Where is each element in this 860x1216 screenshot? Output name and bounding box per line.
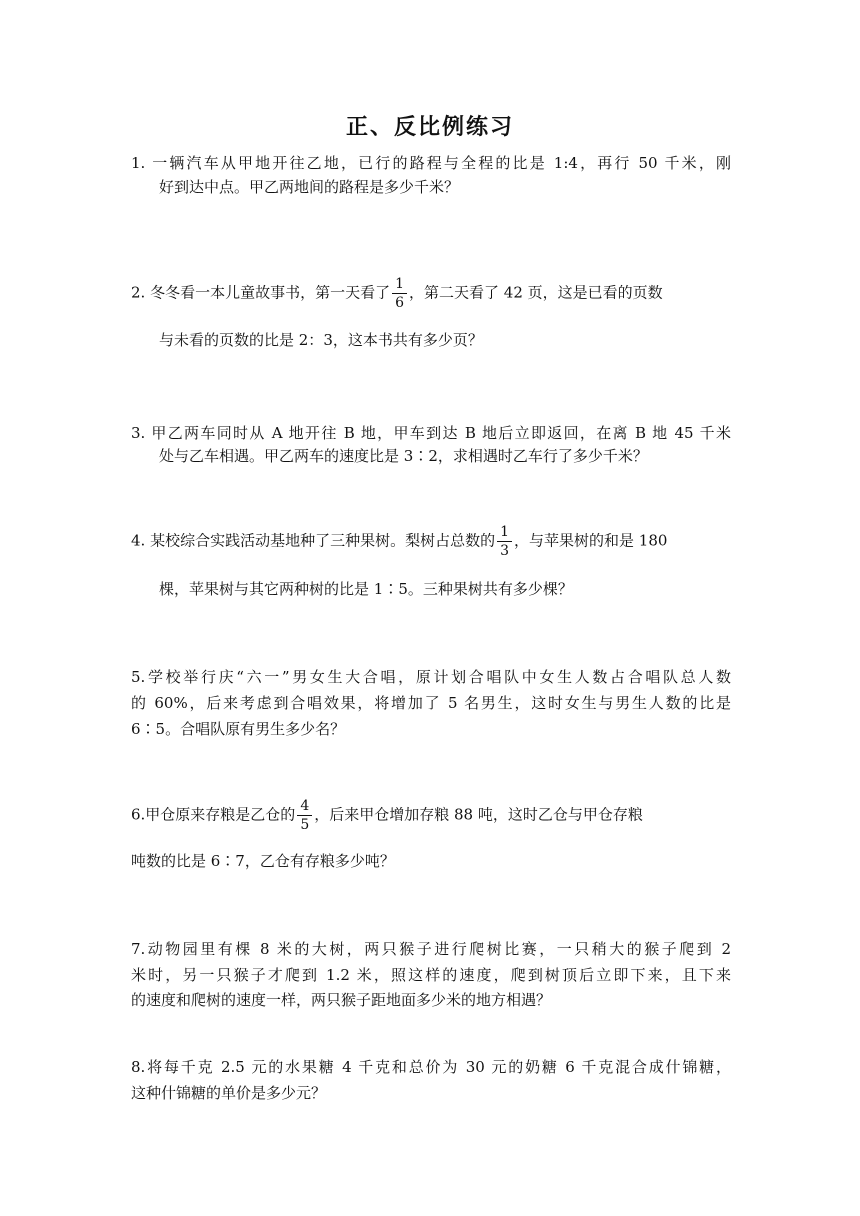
- question-4-line-2: 棵，苹果树与其它两种树的比是 1∶5。三种果树共有多少棵？: [159, 580, 573, 598]
- question-3-line-2: 处与乙车相遇。甲乙两车的速度比是 3∶2，求相遇时乙车行了多少千米？: [159, 447, 648, 465]
- question-5-line-2: 的 60%，后来考虑到合唱效果，将增加了 5 名男生，这时女生与男生人数的比是: [131, 694, 731, 712]
- question-6-text-after-fraction: ，后来甲仓增加存粮 88 吨，这时乙仓与甲仓存粮: [314, 805, 643, 824]
- question-4-line-1: [131, 523, 731, 560]
- page-title: 正、反比例练习: [345, 115, 514, 140]
- question-7-line-2: 米时，另一只猴子才爬到 1.2 米，照这样的速度，爬到树顶后立即下来，且下来: [131, 966, 731, 984]
- question-5-line-3: 6∶5。合唱队原有男生多少名？: [131, 720, 346, 738]
- question-4-text-after-fraction: ，与苹果树的和是 180: [514, 531, 668, 550]
- question-8-line-2: 这种什锦糖的单价是多少元？: [131, 1084, 327, 1102]
- question-6-text-before-fraction: 6.甲仓原来存粮是乙仓的: [131, 805, 296, 824]
- fraction-denominator: 5: [300, 817, 310, 833]
- question-2-text-before-fraction: 2. 冬冬看一本儿童故事书，第一天看了: [131, 283, 391, 302]
- fraction-denominator: 6: [395, 295, 405, 311]
- question-2-fraction: [392, 275, 407, 312]
- question-7-line-3: 的速度和爬树的速度一样，两只猴子距地面多少米的地方相遇？: [131, 991, 552, 1009]
- fraction-numerator: 1: [497, 523, 512, 542]
- fraction-numerator: 1: [392, 275, 407, 294]
- fraction-denominator: 3: [500, 543, 510, 559]
- question-7-line-1: 7.动物园里有棵 8 米的大树，两只猴子进行爬树比赛，一只稍大的猴子爬到 2: [131, 940, 731, 958]
- question-2-line-1: [131, 275, 731, 312]
- question-6-line-1: [131, 797, 731, 834]
- question-4-fraction: [497, 523, 512, 560]
- question-6-fraction: [297, 797, 312, 834]
- question-5-line-1: 5.学校举行庆“六一”男女生大合唱，原计划合唱队中女生人数占合唱队总人数: [131, 668, 731, 686]
- fraction-numerator: 4: [297, 797, 312, 816]
- question-2-line-2: 与未看的页数的比是 2：3，这本书共有多少页？: [159, 331, 483, 349]
- question-2-text-after-fraction: ，第二天看了 42 页，这是已看的页数: [409, 283, 663, 302]
- question-1-line-2: 好到达中点。甲乙两地间的路程是多少千米？: [159, 178, 460, 196]
- question-1-line-1: 1. 一辆汽车从甲地开往乙地，已行的路程与全程的比是 1:4，再行 50 千米，刚: [131, 154, 731, 172]
- question-6-line-2: 吨数的比是 6∶7，乙仓有存粮多少吨？: [131, 852, 395, 870]
- question-8-line-1: 8.将每千克 2.5 元的水果糖 4 千克和总价为 30 元的奶糖 6 千克混合成什锦糖，: [131, 1058, 731, 1076]
- question-4-text-before-fraction: 4. 某校综合实践活动基地种了三种果树。梨树占总数的: [131, 531, 496, 550]
- question-3-line-1: 3. 甲乙两车同时从 A 地开往 B 地，甲车到达 B 地后立即返回，在离 B 地 45 千米: [131, 424, 731, 442]
